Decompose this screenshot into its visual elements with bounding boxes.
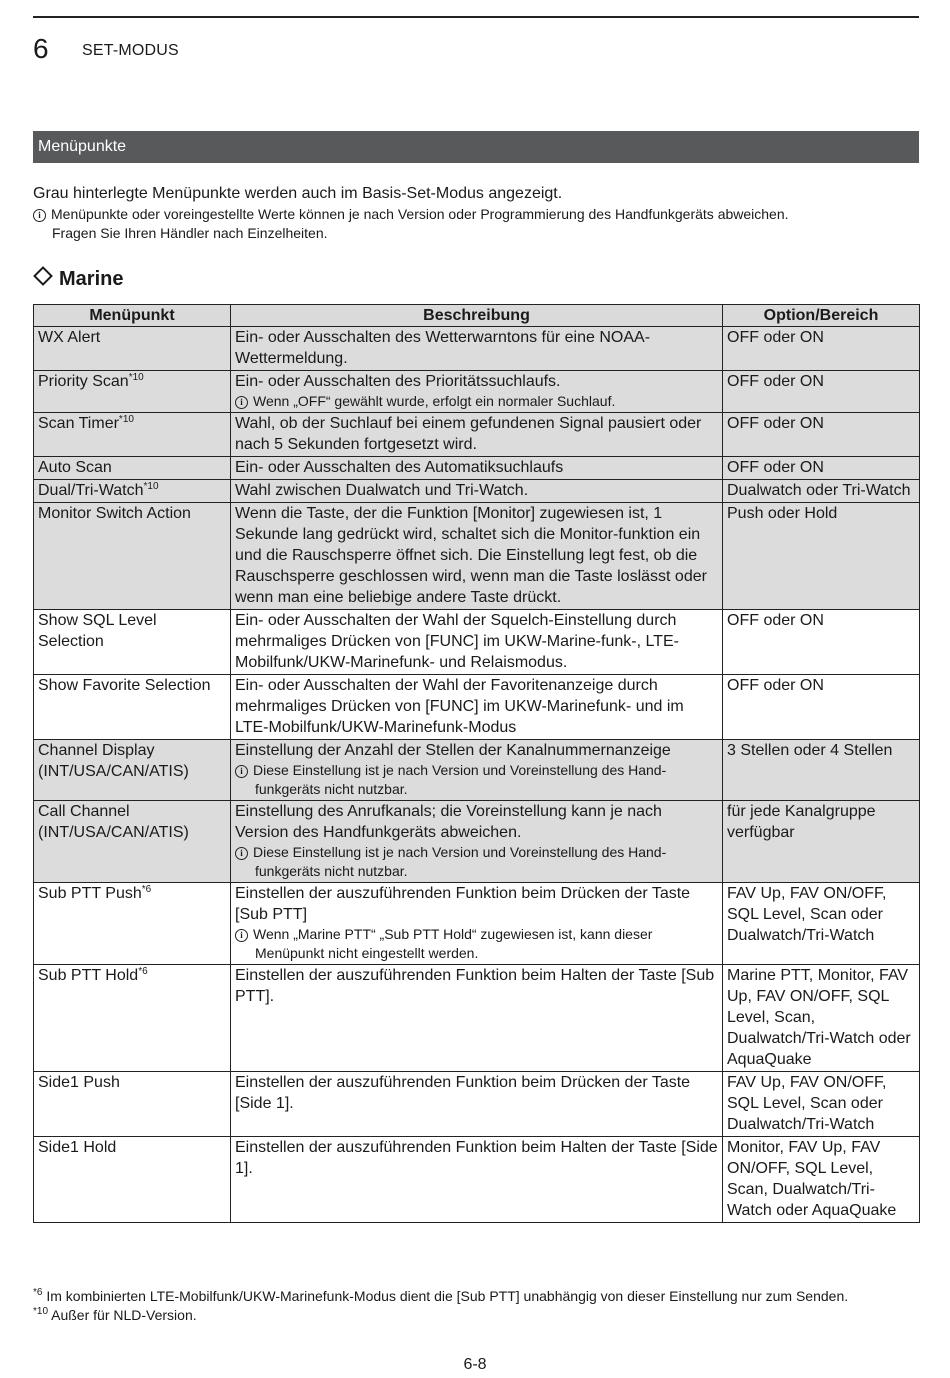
column-header-option: Option/Bereich (723, 305, 920, 327)
description-cell (231, 457, 723, 480)
footnote-text: Im kombinierten LTE-Mobilfunk/UKW-Marinefunk-Modus dient die [Sub PTT] unabhängig von dieser Einstellung nur zum Senden. (42, 1288, 849, 1304)
footnote-mark: *6 (33, 1287, 43, 1298)
intro-note-line1: Menüpunkte oder voreingestellte Werte können je nach Version oder Programmierung des Handfunkgeräts abweichen. (51, 206, 789, 222)
menu-item-name: Show Favorite Selection (38, 677, 211, 694)
menu-item-name: Sub PTT Push (38, 885, 142, 902)
page-number: 6-8 (463, 1356, 487, 1373)
menu-item-cell (34, 740, 231, 801)
menu-item-cell (34, 1137, 231, 1223)
menu-item-cell (34, 965, 231, 1072)
menu-item-cell (34, 675, 231, 740)
menu-item-name: WX Alert (38, 329, 101, 346)
option-cell: FAV Up, FAV ON/OFF, SQL Level, Scan oder Dualwatch/Tri-Watch (723, 883, 920, 965)
table-row (34, 457, 920, 480)
intro-text: Grau hinterlegte Menüpunkte werden auch im Basis-Set-Modus angezeigt. (33, 185, 563, 202)
section-title: Marine (59, 268, 124, 290)
table-row (34, 503, 920, 610)
footnote-ref: *10 (118, 414, 134, 425)
description-text: Einstellung des Anrufkanals; die Voreinstellung kann je nach Version des Handfunkgeräts abweichen. (235, 803, 662, 841)
menu-item-name: Auto Scan (38, 459, 112, 476)
description-text: Einstellen der auszuführenden Funktion beim Drücken der Taste [Sub PTT] (235, 885, 691, 923)
description-cell (231, 1072, 723, 1137)
table-row (34, 1137, 920, 1223)
intro-note (33, 205, 789, 224)
table-row (34, 480, 920, 503)
description-cell (231, 327, 723, 371)
diamond-icon (33, 266, 53, 286)
description-text: Einstellung der Anzahl der Stellen der Kanalnummernanzeige (235, 742, 671, 759)
description-note (235, 392, 718, 411)
section-heading (33, 267, 123, 291)
intro-note-line2: Fragen Sie Ihren Händler nach Einzelheiten. (52, 225, 328, 241)
footnote-ref: *10 (128, 372, 144, 383)
option-cell: 3 Stellen oder 4 Stellen (723, 740, 920, 801)
menu-item-name: Call Channel (INT/USA/CAN/ATIS) (38, 803, 189, 841)
info-icon: i (235, 396, 248, 409)
menu-item-cell (34, 457, 231, 480)
description-cell (231, 503, 723, 610)
option-cell: OFF oder ON (723, 610, 920, 675)
note-line1: Diese Einstellung ist je nach Version und Voreinstellung des Hand- (253, 844, 667, 860)
table-row (34, 740, 920, 801)
description-note (235, 925, 718, 963)
note-line1: Diese Einstellung ist je nach Version und Voreinstellung des Hand- (253, 762, 667, 778)
description-text: Ein- oder Ausschalten des Prioritätssuchlaufs. (235, 373, 561, 390)
description-text: Ein- oder Ausschalten der Wahl der Squelch-Einstellung durch mehrmaliges Drücken von [FUNC] im UKW-Marine-funk-, LTE-Mobilfunk/UKW-Marinefunk- und Relaismodus. (235, 612, 679, 671)
description-cell (231, 965, 723, 1072)
info-icon: i (235, 765, 248, 778)
description-note (235, 843, 718, 881)
menu-item-name: Show SQL Level Selection (38, 612, 157, 650)
table-header-row (34, 305, 920, 327)
table-row (34, 675, 920, 740)
table-row (34, 413, 920, 457)
banner-title: Menüpunkte (38, 138, 127, 155)
top-rule (33, 16, 919, 18)
option-cell: FAV Up, FAV ON/OFF, SQL Level, Scan oder Dualwatch/Tri-Watch (723, 1072, 920, 1137)
info-icon: i (235, 847, 248, 860)
info-icon: i (235, 929, 248, 942)
chapter-number: 6 (33, 33, 49, 64)
footnote-text: Außer für NLD-Version. (48, 1307, 197, 1323)
description-cell (231, 480, 723, 503)
menu-item-name: Scan Timer (38, 415, 119, 432)
description-note (235, 761, 718, 799)
description-text: Einstellen der auszuführenden Funktion beim Halten der Taste [Sub PTT]. (235, 967, 715, 1005)
description-text: Ein- oder Ausschalten des Wetterwarntons für eine NOAA-Wettermeldung. (235, 329, 651, 367)
menu-item-name: Monitor Switch Action (38, 505, 191, 522)
footnote-10 (33, 1306, 197, 1324)
option-cell: Dualwatch oder Tri-Watch (723, 480, 920, 503)
option-cell: Push oder Hold (723, 503, 920, 610)
option-cell: OFF oder ON (723, 327, 920, 371)
note-line2: Menüpunkt nicht eingestellt werden. (255, 945, 479, 961)
menu-item-name: Priority Scan (38, 373, 129, 390)
description-text: Wenn die Taste, der die Funktion [Monitor] zugewiesen ist, 1 Sekunde lang gedrückt wird, schaltet sich die Monitor-funktion ein und die Rauschsperre öffnet sich. Die Einstellung legt fest, ob die Rauschsperre geschlossen wird, wenn man die Taste loslässt oder wenn man eine beliebige andere Taste drückt. (235, 505, 707, 606)
option-cell: OFF oder ON (723, 457, 920, 480)
footnote-ref: *6 (141, 884, 152, 895)
description-text: Einstellen der auszuführenden Funktion beim Drücken der Taste [Side 1]. (235, 1074, 691, 1112)
column-header-description: Beschreibung (231, 305, 723, 327)
menu-item-name: Side1 Hold (38, 1139, 117, 1156)
option-cell: OFF oder ON (723, 371, 920, 413)
menu-item-cell (34, 371, 231, 413)
menu-item-name: Channel Display (INT/USA/CAN/ATIS) (38, 742, 189, 780)
menu-item-cell (34, 503, 231, 610)
menu-item-cell (34, 327, 231, 371)
menu-item-cell (34, 480, 231, 503)
description-cell (231, 1137, 723, 1223)
option-cell: OFF oder ON (723, 675, 920, 740)
menu-item-cell (34, 610, 231, 675)
description-text: Wahl, ob der Suchlauf bei einem gefundenen Signal pausiert oder nach 5 Sekunden fortgesetzt wird. (235, 415, 702, 453)
table-row (34, 1072, 920, 1137)
description-cell (231, 675, 723, 740)
note-line1: Wenn „Marine PTT“ „Sub PTT Hold“ zugewiesen ist, kann dieser (253, 926, 653, 942)
menu-item-name: Dual/Tri-Watch (38, 482, 144, 499)
description-text: Ein- oder Ausschalten der Wahl der Favoritenanzeige durch mehrmaliges Drücken von [FUNC] im UKW-Marinefunk- und im LTE-Mobilfunk/UKW-Marinefunk-Modus (235, 677, 684, 736)
table-row (34, 610, 920, 675)
menu-item-cell (34, 413, 231, 457)
chapter-title: SET-MODUS (82, 42, 179, 59)
menu-item-cell (34, 883, 231, 965)
note-line2: funkgeräts nicht nutzbar. (255, 863, 408, 879)
table-row (34, 327, 920, 371)
option-cell: für jede Kanalgruppe verfügbar (723, 801, 920, 883)
menu-table (33, 304, 920, 1223)
option-cell: Marine PTT, Monitor, FAV Up, FAV ON/OFF, SQL Level, Scan, Dualwatch/Tri-Watch oder AquaQuake (723, 965, 920, 1072)
description-cell (231, 883, 723, 965)
note-line2: funkgeräts nicht nutzbar. (255, 781, 408, 797)
description-text: Ein- oder Ausschalten des Automatiksuchlaufs (235, 459, 564, 476)
option-cell: OFF oder ON (723, 413, 920, 457)
table-row (34, 801, 920, 883)
description-cell (231, 610, 723, 675)
footnote-ref: *10 (143, 481, 159, 492)
description-text: Einstellen der auszuführenden Funktion beim Halten der Taste [Side 1]. (235, 1139, 718, 1177)
description-cell (231, 413, 723, 457)
menu-item-name: Side1 Push (38, 1074, 120, 1091)
menu-item-cell (34, 801, 231, 883)
footnote-ref: *6 (138, 966, 148, 977)
description-text: Wahl zwischen Dualwatch und Tri-Watch. (235, 482, 529, 499)
note-line1: Wenn „OFF“ gewählt wurde, erfolgt ein normaler Suchlauf. (253, 393, 616, 409)
table-row (34, 371, 920, 413)
option-cell: Monitor, FAV Up, FAV ON/OFF, SQL Level, Scan, Dualwatch/Tri-Watch oder AquaQuake (723, 1137, 920, 1223)
menu-item-name: Sub PTT Hold (38, 967, 139, 984)
column-header-item: Menüpunkt (34, 305, 231, 327)
table-row (34, 965, 920, 1072)
footnote-6 (33, 1287, 848, 1305)
menu-item-cell (34, 1072, 231, 1137)
table-row (34, 883, 920, 965)
description-cell (231, 740, 723, 801)
description-cell (231, 371, 723, 413)
description-cell (231, 801, 723, 883)
info-icon: i (33, 209, 46, 222)
footnote-mark: *10 (33, 1306, 49, 1317)
section-banner (33, 131, 919, 163)
